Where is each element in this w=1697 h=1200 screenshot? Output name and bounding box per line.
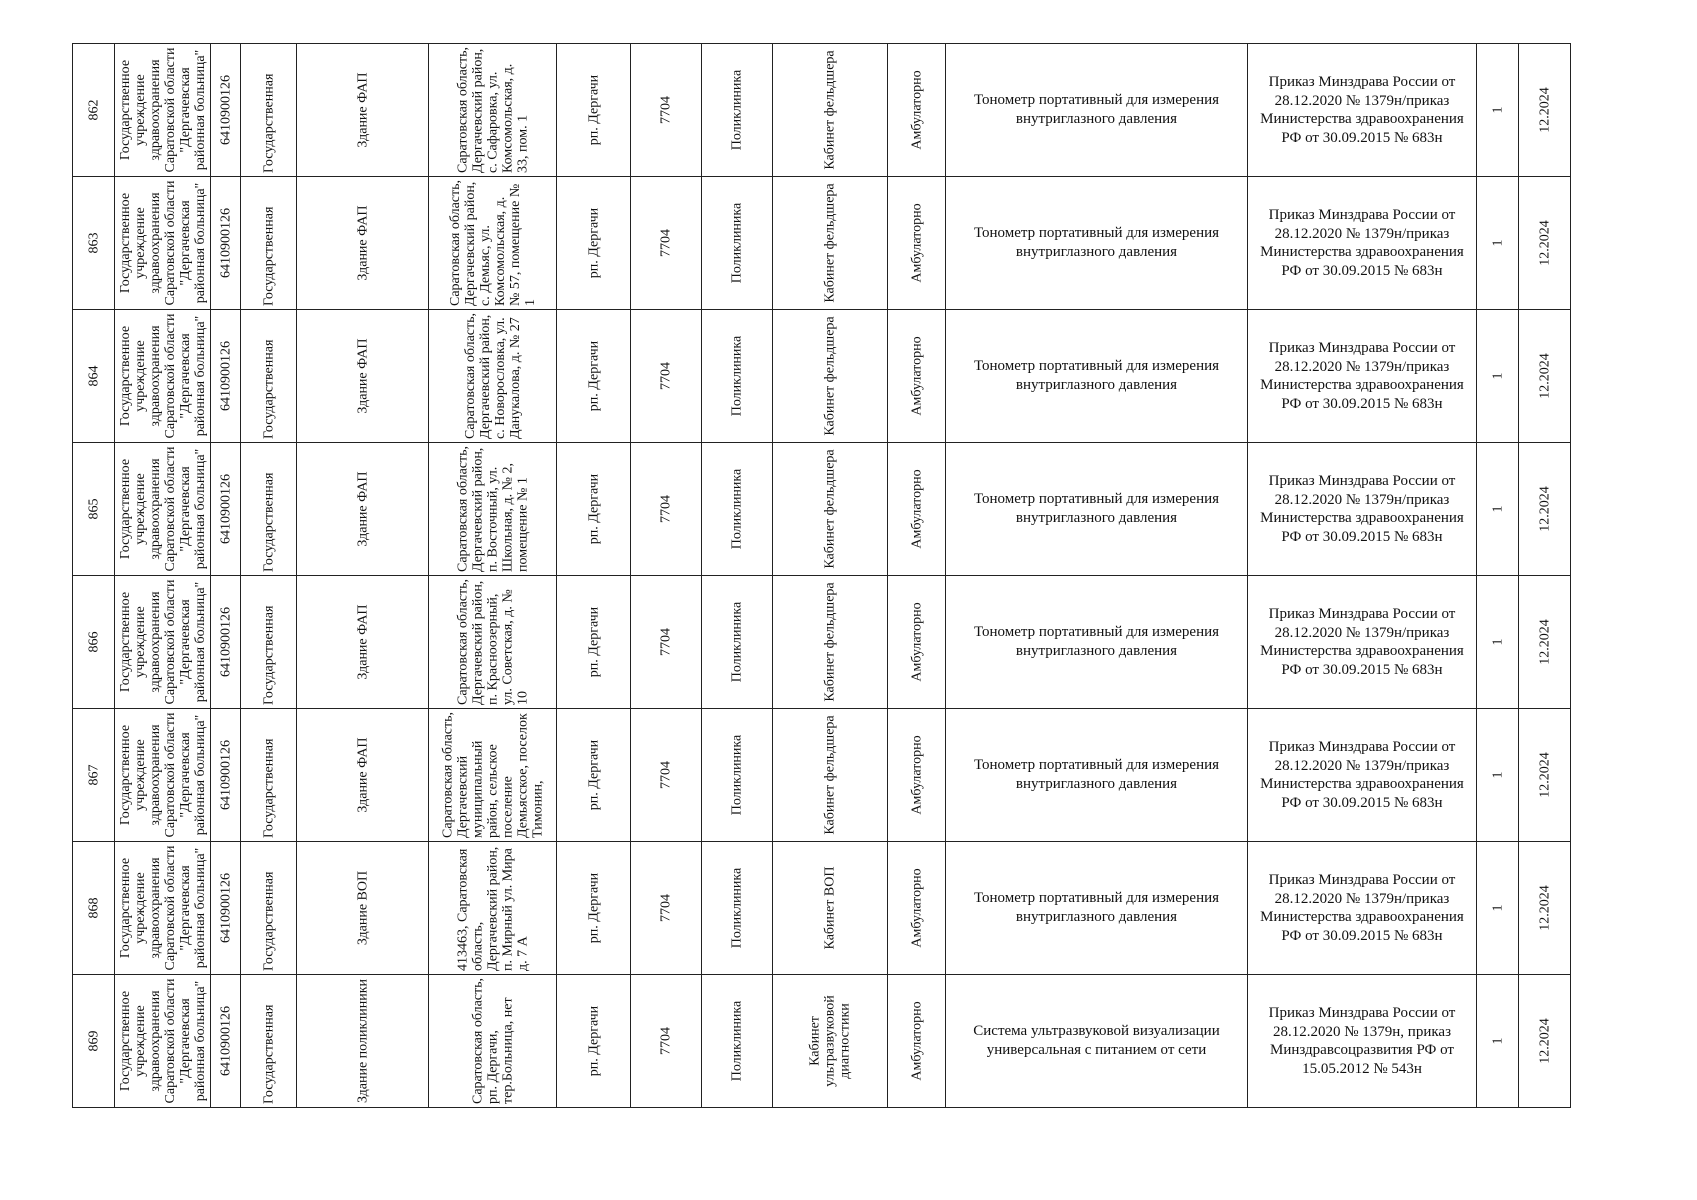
due-date-cell bbox=[1519, 310, 1571, 443]
inn: 6410900126 bbox=[218, 75, 233, 145]
row-number-cell bbox=[73, 310, 115, 443]
address: 413463, Саратовская область, Дергачевский район, п. Мирный ул. Мира д. 7 А bbox=[455, 846, 530, 971]
inn-cell bbox=[211, 443, 241, 576]
organization-name: Государственное учреждение здравоохранения Саратовской области "Дергачевская районная больница" bbox=[117, 446, 208, 572]
row-number-cell bbox=[73, 443, 115, 576]
locality-cell bbox=[557, 709, 631, 842]
department: Поликлиника bbox=[729, 69, 745, 151]
table-row bbox=[73, 576, 1571, 709]
inn-cell bbox=[211, 975, 241, 1108]
row-number-cell bbox=[73, 44, 115, 177]
equipment-table bbox=[72, 43, 1571, 1108]
room: Кабинет фельдшера bbox=[822, 715, 838, 835]
locality: рп. Дергачи bbox=[586, 207, 601, 279]
address: Саратовская область, Дергачевский район, с. Новорословка, ул. Данукалова, д. № 27 bbox=[462, 312, 523, 439]
quantity: 1 bbox=[1490, 239, 1505, 247]
regulatory-act: Приказ Минздрава России от 28.12.2020 № 1379н/приказ Министерства здравоохранения РФ от 30.09.2015 № 683н bbox=[1260, 739, 1464, 811]
building: Здание ФАП bbox=[355, 72, 370, 148]
organization-name: Государственное учреждение здравоохранения Саратовской области "Дергачевская районная больница" bbox=[117, 180, 208, 306]
building: Здание поликлиники bbox=[355, 978, 370, 1104]
regulatory-act: Приказ Минздрава России от 28.12.2020 № 1379н, приказ Минздравсоцразвития РФ от 15.05.2012 № 543н bbox=[1268, 1005, 1456, 1077]
table-body bbox=[73, 44, 1571, 1108]
equipment-name-cell bbox=[946, 177, 1248, 310]
room-cell bbox=[773, 310, 888, 443]
quantity-cell bbox=[1477, 177, 1519, 310]
address-cell bbox=[429, 443, 557, 576]
quantity: 1 bbox=[1490, 771, 1505, 779]
ownership-form-cell bbox=[241, 842, 297, 975]
equipment-name: Тонометр портативный для измерения внутриглазного давления bbox=[973, 757, 1220, 792]
inn-cell bbox=[211, 709, 241, 842]
row-number: 862 bbox=[86, 99, 101, 121]
regulatory-act-cell bbox=[1248, 44, 1477, 177]
row-number: 866 bbox=[86, 631, 101, 653]
code-cell bbox=[631, 842, 702, 975]
ownership-form-cell bbox=[241, 709, 297, 842]
locality-cell bbox=[557, 576, 631, 709]
address: Саратовская область, Дергачевский район, с. Демьяс, ул. Комсомольская, д. № 57, помещение № 1 bbox=[447, 179, 538, 306]
department-cell bbox=[702, 44, 773, 177]
room-cell bbox=[773, 443, 888, 576]
quantity-cell bbox=[1477, 975, 1519, 1108]
quantity: 1 bbox=[1490, 505, 1505, 513]
organization-name: Государственное учреждение здравоохранения Саратовской области "Дергачевская районная больница" bbox=[117, 978, 208, 1104]
equipment-name-cell bbox=[946, 310, 1248, 443]
ownership-form-cell bbox=[241, 576, 297, 709]
care-mode: Амбулаторно bbox=[909, 336, 924, 416]
code: 7704 bbox=[658, 96, 674, 124]
address: Саратовская область, Дергачевский район, п. Красноозерный, ул. Советская, д. № 10 bbox=[455, 578, 530, 705]
row-number: 863 bbox=[86, 232, 101, 254]
organization-name-cell bbox=[115, 443, 211, 576]
care-mode-cell bbox=[888, 576, 946, 709]
ownership-form: Государственная bbox=[261, 738, 276, 838]
inn: 6410900126 bbox=[218, 208, 233, 278]
room: Кабинет ВОП bbox=[822, 866, 838, 950]
row-number-cell bbox=[73, 975, 115, 1108]
organization-name-cell bbox=[115, 310, 211, 443]
equipment-name: Тонометр портативный для измерения внутриглазного давления bbox=[973, 890, 1220, 925]
building-cell bbox=[297, 44, 429, 177]
care-mode-cell bbox=[888, 44, 946, 177]
code: 7704 bbox=[658, 894, 674, 922]
address-cell bbox=[429, 709, 557, 842]
organization-name: Государственное учреждение здравоохранения Саратовской области "Дергачевская районная больница" bbox=[117, 845, 208, 971]
organization-name-cell bbox=[115, 975, 211, 1108]
room: Кабинет фельдшера bbox=[822, 449, 838, 569]
address: Саратовская область, рп. Дергачи, тер.Больница, нет bbox=[470, 977, 515, 1104]
address-cell bbox=[429, 177, 557, 310]
department: Поликлиника bbox=[729, 734, 745, 816]
address-cell bbox=[429, 576, 557, 709]
organization-name-cell bbox=[115, 576, 211, 709]
room: Кабинет фельдшера bbox=[822, 183, 838, 303]
address: Саратовская область, Дергачевский муниципальный район, сельское поселение Демьясское, поселок Тимонин, bbox=[440, 711, 545, 838]
inn-cell bbox=[211, 177, 241, 310]
row-number: 864 bbox=[86, 365, 101, 387]
inn: 6410900126 bbox=[218, 341, 233, 411]
address-cell bbox=[429, 44, 557, 177]
row-number-cell bbox=[73, 177, 115, 310]
equipment-name: Система ультразвуковой визуализации универсальная с питанием от сети bbox=[973, 1023, 1220, 1058]
code: 7704 bbox=[658, 362, 674, 390]
building-cell bbox=[297, 576, 429, 709]
equipment-name-cell bbox=[946, 842, 1248, 975]
building-cell bbox=[297, 709, 429, 842]
department: Поликлиника bbox=[729, 335, 745, 417]
department-cell bbox=[702, 975, 773, 1108]
building: Здание ФАП bbox=[355, 604, 370, 680]
department: Поликлиника bbox=[729, 601, 745, 683]
table-row bbox=[73, 310, 1571, 443]
department-cell bbox=[702, 177, 773, 310]
inn: 6410900126 bbox=[218, 1006, 233, 1076]
building-cell bbox=[297, 443, 429, 576]
building: Здание ФАП bbox=[355, 205, 370, 281]
regulatory-act: Приказ Минздрава России от 28.12.2020 № 1379н/приказ Министерства здравоохранения РФ от 30.09.2015 № 683н bbox=[1260, 606, 1464, 678]
row-number-cell bbox=[73, 842, 115, 975]
room-cell bbox=[773, 709, 888, 842]
due-date: 12.2024 bbox=[1537, 619, 1552, 665]
building-cell bbox=[297, 975, 429, 1108]
table-row bbox=[73, 177, 1571, 310]
regulatory-act-cell bbox=[1248, 975, 1477, 1108]
due-date: 12.2024 bbox=[1537, 885, 1552, 931]
table-row bbox=[73, 709, 1571, 842]
equipment-name-cell bbox=[946, 443, 1248, 576]
care-mode-cell bbox=[888, 975, 946, 1108]
code-cell bbox=[631, 443, 702, 576]
building: Здание ФАП bbox=[355, 471, 370, 547]
row-number: 865 bbox=[86, 498, 101, 520]
regulatory-act-cell bbox=[1248, 709, 1477, 842]
room: Кабинет фельдшера bbox=[822, 50, 838, 170]
due-date-cell bbox=[1519, 576, 1571, 709]
regulatory-act: Приказ Минздрава России от 28.12.2020 № 1379н/приказ Министерства здравоохранения РФ от 30.09.2015 № 683н bbox=[1260, 473, 1464, 545]
equipment-name: Тонометр портативный для измерения внутриглазного давления bbox=[973, 92, 1220, 127]
locality-cell bbox=[557, 443, 631, 576]
quantity-cell bbox=[1477, 842, 1519, 975]
due-date: 12.2024 bbox=[1537, 752, 1552, 798]
department-cell bbox=[702, 443, 773, 576]
care-mode-cell bbox=[888, 443, 946, 576]
due-date-cell bbox=[1519, 177, 1571, 310]
room: Кабинет ультразвуковой диагностики bbox=[807, 995, 853, 1087]
ownership-form: Государственная bbox=[261, 206, 276, 306]
department: Поликлиника bbox=[729, 202, 745, 284]
equipment-name-cell bbox=[946, 975, 1248, 1108]
care-mode: Амбулаторно bbox=[909, 203, 924, 283]
row-number-cell bbox=[73, 576, 115, 709]
care-mode-cell bbox=[888, 709, 946, 842]
regulatory-act-cell bbox=[1248, 576, 1477, 709]
locality: рп. Дергачи bbox=[586, 340, 601, 412]
quantity-cell bbox=[1477, 310, 1519, 443]
building: Здание ФАП bbox=[355, 737, 370, 813]
organization-name-cell bbox=[115, 709, 211, 842]
inn: 6410900126 bbox=[218, 873, 233, 943]
due-date: 12.2024 bbox=[1537, 220, 1552, 266]
building: Здание ВОП bbox=[355, 870, 370, 946]
department: Поликлиника bbox=[729, 1000, 745, 1082]
row-number: 869 bbox=[86, 1030, 101, 1052]
organization-name-cell bbox=[115, 842, 211, 975]
address: Саратовская область, Дергачевский район, с. Сафаровка, ул. Комсомольская, д. 33, пом. 1 bbox=[455, 46, 530, 173]
quantity: 1 bbox=[1490, 1037, 1505, 1045]
equipment-name-cell bbox=[946, 709, 1248, 842]
regulatory-act-cell bbox=[1248, 177, 1477, 310]
code-cell bbox=[631, 975, 702, 1108]
row-number: 867 bbox=[86, 764, 101, 786]
due-date: 12.2024 bbox=[1537, 1018, 1552, 1064]
ownership-form: Государственная bbox=[261, 472, 276, 572]
room-cell bbox=[773, 177, 888, 310]
due-date: 12.2024 bbox=[1537, 486, 1552, 532]
regulatory-act: Приказ Минздрава России от 28.12.2020 № 1379н/приказ Министерства здравоохранения РФ от 30.09.2015 № 683н bbox=[1260, 340, 1464, 412]
inn-cell bbox=[211, 44, 241, 177]
equipment-name: Тонометр портативный для измерения внутриглазного давления bbox=[973, 624, 1220, 659]
quantity: 1 bbox=[1490, 904, 1505, 912]
code: 7704 bbox=[658, 628, 674, 656]
equipment-name-cell bbox=[946, 44, 1248, 177]
building-cell bbox=[297, 310, 429, 443]
code: 7704 bbox=[658, 1027, 674, 1055]
code: 7704 bbox=[658, 761, 674, 789]
regulatory-act-cell bbox=[1248, 443, 1477, 576]
equipment-name: Тонометр портативный для измерения внутриглазного давления bbox=[973, 225, 1220, 260]
care-mode-cell bbox=[888, 177, 946, 310]
row-number-cell bbox=[73, 709, 115, 842]
department-cell bbox=[702, 576, 773, 709]
care-mode: Амбулаторно bbox=[909, 735, 924, 815]
department: Поликлиника bbox=[729, 468, 745, 550]
locality-cell bbox=[557, 310, 631, 443]
ownership-form-cell bbox=[241, 443, 297, 576]
care-mode: Амбулаторно bbox=[909, 70, 924, 150]
quantity-cell bbox=[1477, 709, 1519, 842]
locality-cell bbox=[557, 44, 631, 177]
organization-name: Государственное учреждение здравоохранения Саратовской области "Дергачевская районная больница" bbox=[117, 313, 208, 439]
building: Здание ФАП bbox=[355, 338, 370, 414]
due-date: 12.2024 bbox=[1537, 353, 1552, 399]
organization-name: Государственное учреждение здравоохранения Саратовской области "Дергачевская районная больница" bbox=[117, 47, 208, 173]
care-mode: Амбулаторно bbox=[909, 469, 924, 549]
quantity: 1 bbox=[1490, 638, 1505, 646]
code-cell bbox=[631, 709, 702, 842]
inn: 6410900126 bbox=[218, 607, 233, 677]
room-cell bbox=[773, 975, 888, 1108]
locality: рп. Дергачи bbox=[586, 74, 601, 146]
care-mode-cell bbox=[888, 842, 946, 975]
due-date-cell bbox=[1519, 443, 1571, 576]
locality: рп. Дергачи bbox=[586, 739, 601, 811]
table-row bbox=[73, 842, 1571, 975]
regulatory-act: Приказ Минздрава России от 28.12.2020 № 1379н/приказ Министерства здравоохранения РФ от 30.09.2015 № 683н bbox=[1260, 872, 1464, 944]
quantity-cell bbox=[1477, 44, 1519, 177]
regulatory-act: Приказ Минздрава России от 28.12.2020 № 1379н/приказ Министерства здравоохранения РФ от 30.09.2015 № 683н bbox=[1260, 74, 1464, 146]
code-cell bbox=[631, 310, 702, 443]
code-cell bbox=[631, 177, 702, 310]
table-row bbox=[73, 443, 1571, 576]
equipment-name-cell bbox=[946, 576, 1248, 709]
due-date-cell bbox=[1519, 44, 1571, 177]
organization-name-cell bbox=[115, 177, 211, 310]
ownership-form: Государственная bbox=[261, 605, 276, 705]
room-cell bbox=[773, 44, 888, 177]
ownership-form-cell bbox=[241, 44, 297, 177]
department-cell bbox=[702, 310, 773, 443]
due-date: 12.2024 bbox=[1537, 87, 1552, 133]
inn: 6410900126 bbox=[218, 474, 233, 544]
room: Кабинет фельдшера bbox=[822, 316, 838, 436]
quantity: 1 bbox=[1490, 372, 1505, 380]
locality: рп. Дергачи bbox=[586, 872, 601, 944]
locality: рп. Дергачи bbox=[586, 606, 601, 678]
equipment-name: Тонометр портативный для измерения внутриглазного давления bbox=[973, 491, 1220, 526]
ownership-form: Государственная bbox=[261, 339, 276, 439]
care-mode-cell bbox=[888, 310, 946, 443]
due-date-cell bbox=[1519, 842, 1571, 975]
ownership-form-cell bbox=[241, 177, 297, 310]
inn-cell bbox=[211, 842, 241, 975]
address-cell bbox=[429, 310, 557, 443]
locality: рп. Дергачи bbox=[586, 473, 601, 545]
table-row bbox=[73, 975, 1571, 1108]
code-cell bbox=[631, 576, 702, 709]
department: Поликлиника bbox=[729, 867, 745, 949]
inn: 6410900126 bbox=[218, 740, 233, 810]
table-row bbox=[73, 44, 1571, 177]
code-cell bbox=[631, 44, 702, 177]
regulatory-act-cell bbox=[1248, 310, 1477, 443]
code: 7704 bbox=[658, 229, 674, 257]
care-mode: Амбулаторно bbox=[909, 602, 924, 682]
organization-name: Государственное учреждение здравоохранения Саратовской области "Дергачевская районная больница" bbox=[117, 579, 208, 705]
quantity-cell bbox=[1477, 576, 1519, 709]
inn-cell bbox=[211, 576, 241, 709]
care-mode: Амбулаторно bbox=[909, 1001, 924, 1081]
building-cell bbox=[297, 842, 429, 975]
regulatory-act-cell bbox=[1248, 842, 1477, 975]
room-cell bbox=[773, 576, 888, 709]
quantity: 1 bbox=[1490, 106, 1505, 114]
regulatory-act: Приказ Минздрава России от 28.12.2020 № 1379н/приказ Министерства здравоохранения РФ от 30.09.2015 № 683н bbox=[1260, 207, 1464, 279]
equipment-name: Тонометр портативный для измерения внутриглазного давления bbox=[973, 358, 1220, 393]
row-number: 868 bbox=[86, 897, 101, 919]
address-cell bbox=[429, 975, 557, 1108]
ownership-form-cell bbox=[241, 975, 297, 1108]
locality-cell bbox=[557, 177, 631, 310]
department-cell bbox=[702, 709, 773, 842]
address: Саратовская область, Дергачевский район, п. Восточный, ул. Школьная, д. № 2, помещение № 1 bbox=[455, 445, 530, 572]
locality-cell bbox=[557, 842, 631, 975]
ownership-form: Государственная bbox=[261, 1004, 276, 1104]
locality: рп. Дергачи bbox=[586, 1005, 601, 1077]
building-cell bbox=[297, 177, 429, 310]
room-cell bbox=[773, 842, 888, 975]
department-cell bbox=[702, 842, 773, 975]
due-date-cell bbox=[1519, 975, 1571, 1108]
ownership-form-cell bbox=[241, 310, 297, 443]
code: 7704 bbox=[658, 495, 674, 523]
ownership-form: Государственная bbox=[261, 73, 276, 173]
locality-cell bbox=[557, 975, 631, 1108]
care-mode: Амбулаторно bbox=[909, 868, 924, 948]
organization-name-cell bbox=[115, 44, 211, 177]
inn-cell bbox=[211, 310, 241, 443]
address-cell bbox=[429, 842, 557, 975]
due-date-cell bbox=[1519, 709, 1571, 842]
room: Кабинет фельдшера bbox=[822, 582, 838, 702]
quantity-cell bbox=[1477, 443, 1519, 576]
organization-name: Государственное учреждение здравоохранения Саратовской области "Дергачевская районная больница" bbox=[117, 712, 208, 838]
ownership-form: Государственная bbox=[261, 871, 276, 971]
